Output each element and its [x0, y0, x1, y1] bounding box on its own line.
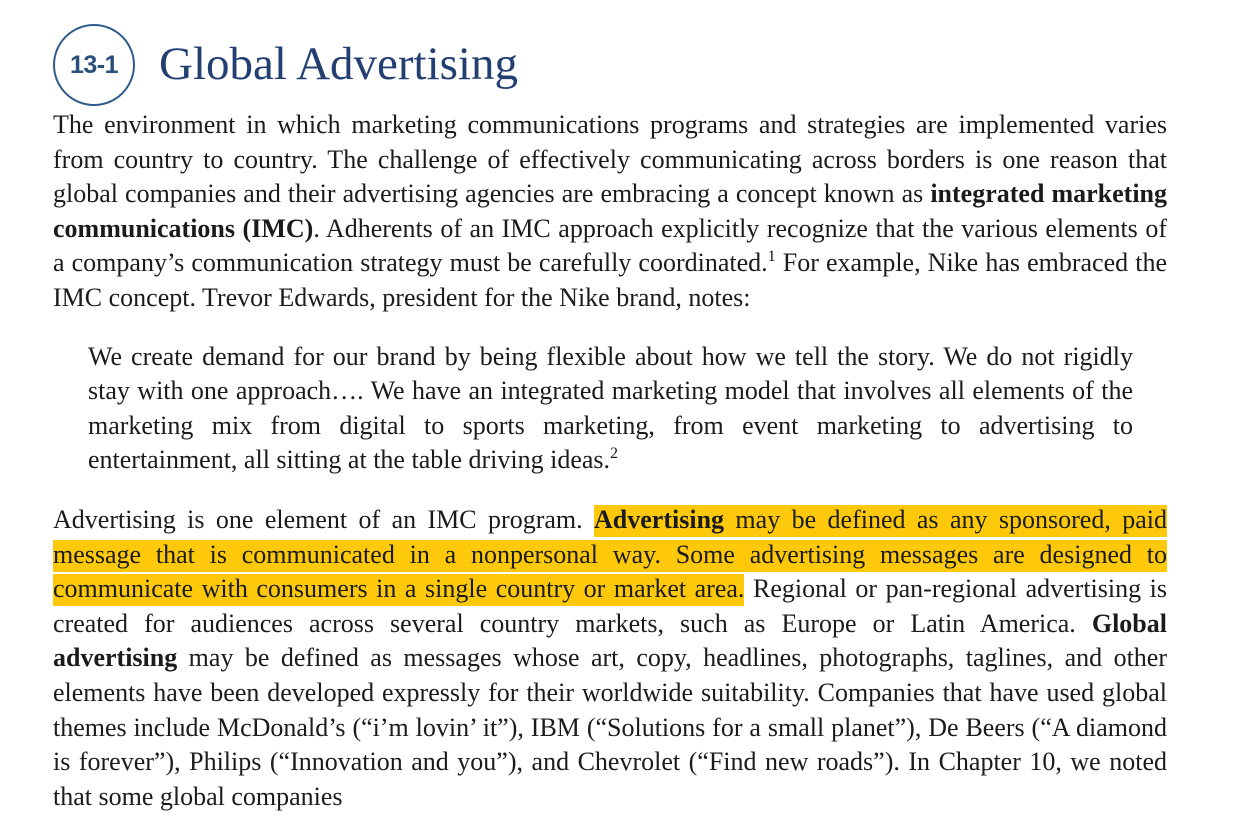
- intro-text-1: The environment in which marketing communications programs and strategies are implemented varies from country to country. The challenge of effectively communicating across borders is one reason that global companies and their advertising agencies are embracing a concept known as: [53, 110, 1167, 209]
- section-title: Global Advertising: [159, 37, 518, 90]
- advertising-text-1: Advertising is one element of an IMC program.: [53, 504, 595, 534]
- paragraph-intro: [53, 108, 1167, 316]
- body-text: [53, 108, 1167, 814]
- key-term-advertising: Advertising: [594, 504, 725, 534]
- footnote-ref-2: 2: [610, 445, 619, 463]
- block-quote-nike: [88, 340, 1133, 478]
- intro-text-3: For example, Nike has embraced the IMC concept. Trevor Edwards, president for the Nike brand, notes:: [53, 248, 1167, 312]
- paragraph-advertising: [53, 503, 1167, 814]
- intro-text-2: . Adherents of an IMC approach explicitly recognize that the various elements of a company’s communication strategy must be carefully coordinated.: [53, 213, 1167, 278]
- advertising-definition-text: may be defined as any sponsored, paid message that is communicated in a nonpersonal way. Some advertising messages are designed to communicate with consumers in a single country or market area.: [53, 504, 1167, 604]
- key-term-global-advertising: Global advertising: [53, 608, 1167, 673]
- section-number-badge: 13-1: [53, 24, 135, 106]
- key-term-imc: integrated marketing communications (IMC): [53, 179, 1168, 243]
- quote-text: We create demand for our brand by being flexible about how we tell the story. We do not rigidly stay with one approach…. We have an integrated marketing model that involves all elements of the marketing mix from digital to sports marketing, from event marketing to advertising to entertainment, all sitting at the table driving ideas.: [88, 341, 1133, 475]
- footnote-ref-1: 1: [767, 248, 776, 266]
- advertising-text-2: Regional or pan-regional advertising is created for audiences across several country markets, such as Europe or Latin America.: [53, 574, 1168, 638]
- advertising-text-3: may be defined as messages whose art, copy, headlines, photographs, taglines, and other elements have been developed expressly for their worldwide suitability. Companies that have used global themes include McDonald’s (“i’m lovin’ it”), IBM (“Solutions for a small planet”), De Beers (“A diamond is forever”), Philips (“Innovation and you”), and Chevrolet (“Find new roads”). In Chapter 10, we noted that some global companies: [53, 643, 1167, 811]
- section-header: [53, 22, 518, 108]
